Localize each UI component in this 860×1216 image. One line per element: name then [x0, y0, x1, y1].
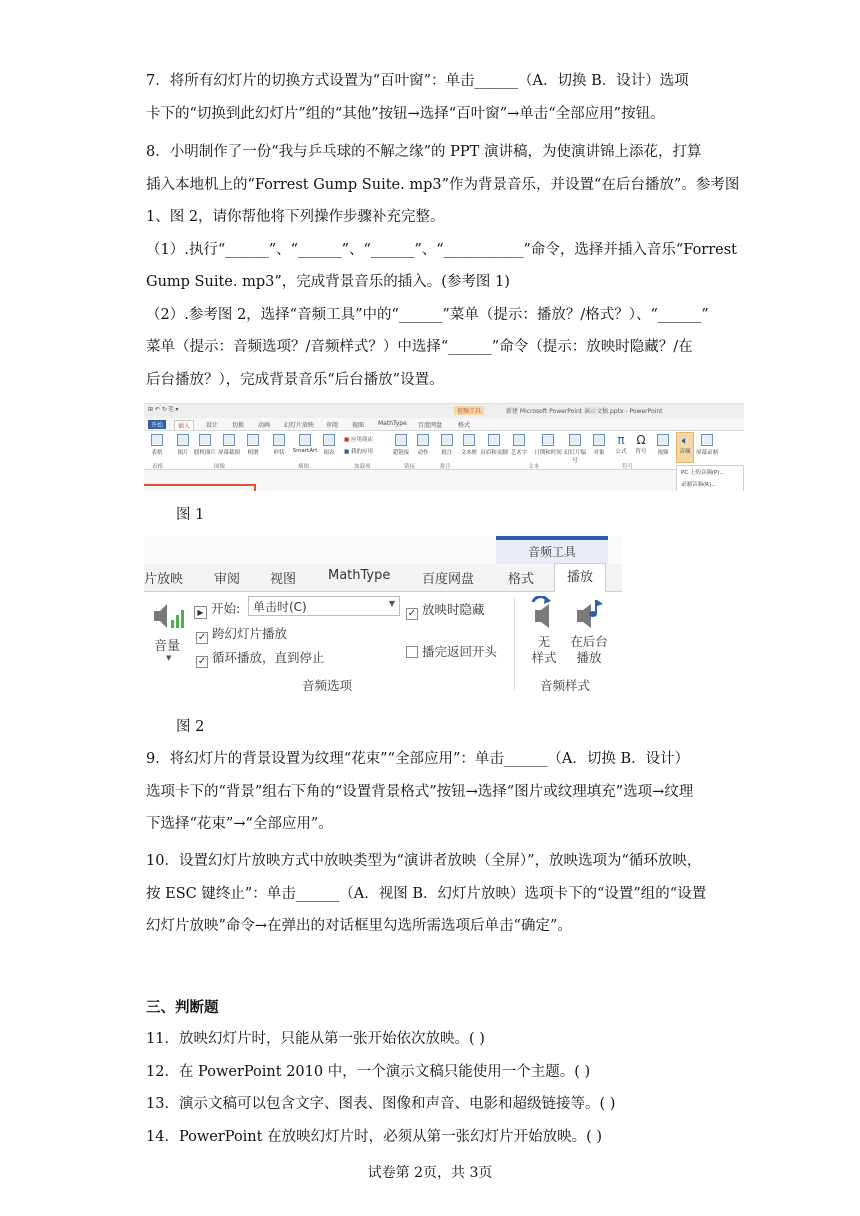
rewind-label: 播完返回开头: [422, 644, 498, 659]
fig1-tab-animations[interactable]: 动画: [258, 422, 271, 429]
slide-number-icon: [569, 434, 581, 446]
fig1-tool-shapes[interactable]: 形状: [268, 434, 290, 456]
fig1-tab-review[interactable]: 审阅: [326, 422, 339, 429]
dropdown-pc-audio[interactable]: PC 上的音频(P)...: [681, 470, 725, 476]
question-8: [146, 136, 740, 396]
question-10-line-2: 按 ESC 键终止”：单击______（A．视图 B．幻灯片放映）选项卡下的“设置”组的“设置: [146, 885, 707, 902]
dropdown-record-audio[interactable]: 录制音频(R)...: [681, 482, 717, 488]
fig1-tab-baidu[interactable]: 百度网盘: [418, 422, 443, 429]
volume-label[interactable]: 音量: [154, 639, 181, 654]
group-divider: [514, 598, 515, 690]
question-9-line-3: 下选择“花束”→“全部应用”。: [146, 816, 333, 832]
pi-icon: π: [617, 433, 625, 447]
fig1-group-images: 图像: [214, 464, 226, 470]
wordart-icon: [513, 434, 525, 446]
style-none-line-1: 无: [537, 634, 551, 649]
question-8-line-4: （1）.执行“______”、“______”、“______”、“___________”命令，选择并插入音乐“Forrest: [146, 241, 738, 258]
fig1-group-symbols: 符号: [622, 464, 634, 470]
question-9: [146, 743, 720, 841]
start-select[interactable]: [248, 596, 400, 616]
cross-slides-label: 跨幻灯片播放: [212, 626, 288, 641]
chart-icon: [323, 434, 335, 446]
fig1-tool-slide-number[interactable]: 幻灯片编号: [562, 434, 588, 464]
style-none-button[interactable]: [522, 596, 566, 666]
hide-checkbox[interactable]: [406, 600, 485, 620]
question-8-line-3: 1、图 2，请你帮他将下列操作步骤补充完整。: [146, 209, 445, 225]
fig2-tab-slideshow[interactable]: 片放映: [144, 572, 184, 587]
fig1-group-labels: [144, 462, 744, 472]
fig1-tab-row: [144, 418, 744, 430]
fig2-tab-mathtype[interactable]: MathType: [328, 568, 391, 583]
figure-1-caption: 图 1: [176, 507, 205, 523]
figure-2-playback-ribbon: [144, 536, 622, 694]
fig1-tab-slideshow[interactable]: 幻灯片放映: [284, 422, 315, 429]
smartart-icon: [299, 434, 311, 446]
question-9-line-2: 选项卡下的“背景”组右下角的“设置背景格式”按钮→选择“图片或纹理填充”选项→纹理: [146, 783, 694, 800]
fig1-tool-hyperlink[interactable]: 超链接: [390, 434, 412, 456]
fig1-tab-view[interactable]: 视图: [352, 422, 365, 429]
fig1-tab-home[interactable]: 开始: [148, 420, 166, 429]
play-in-background-button[interactable]: [566, 596, 612, 666]
checkbox-checked-icon: ✓: [197, 632, 207, 643]
start-option: [194, 599, 240, 619]
group-audio-options: 音频选项: [302, 678, 353, 693]
fig1-group-links: 链接: [404, 464, 416, 470]
question-12: 12．在 PowerPoint 2010 中，一个演示文稿只能使用一个主题。( ): [146, 1063, 591, 1080]
fig1-tab-mathtype[interactable]: MathType: [378, 420, 407, 427]
question-10-line-3: 幻灯片放映”命令→在弹出的对话框里勾选所需选项后单击“确定”。: [146, 918, 572, 934]
omega-icon: Ω: [636, 433, 646, 447]
fig2-tab-baidu[interactable]: 百度网盘: [422, 572, 475, 587]
fig1-tool-action[interactable]: 动作: [412, 434, 434, 456]
fig1-tool-chart[interactable]: 图表: [318, 434, 340, 456]
background-line-2: 播放: [576, 650, 602, 665]
fig1-tool-video[interactable]: 视频: [652, 434, 674, 456]
style-none-line-2: 样式: [531, 650, 557, 665]
group-audio-styles: 音频样式: [540, 678, 591, 693]
fig1-tool-textbox[interactable]: 文本框: [458, 434, 480, 456]
loop-checkbox[interactable]: [196, 648, 325, 668]
calendar-icon: [542, 434, 554, 446]
volume-icon[interactable]: [152, 600, 186, 632]
video-icon: [657, 434, 669, 446]
fig1-slide-edge: [144, 484, 256, 491]
fig2-tab-row: [144, 564, 622, 592]
loop-label: 循环播放，直到停止: [212, 650, 325, 665]
album-icon: [247, 434, 259, 446]
header-footer-icon: [488, 434, 500, 446]
question-7-line-1: 7．将所有幻灯片的切换方式设置为“百叶窗”：单击______（A．切换 B．设计）选项: [146, 73, 689, 89]
question-8-line-7: 菜单（提示：音频选项？/音频样式？）中选择“______”命令（提示：放映时隐藏？/在: [146, 339, 693, 355]
textbox-icon: [463, 434, 475, 446]
fig1-tab-design[interactable]: 设计: [206, 422, 219, 429]
rewind-checkbox[interactable]: [406, 642, 497, 660]
question-13: 13．演示文稿可以包含文字、图表、图像和声音、电影和超级链接等。( ): [146, 1096, 616, 1112]
section-3-items: [146, 1023, 720, 1153]
fig1-tool-symbol[interactable]: Ω 符号: [630, 434, 652, 455]
question-8-line-5: Gump Suite. mp3”，完成背景音乐的插入。(参考图 1): [146, 274, 510, 290]
fig1-group-text: 文本: [528, 464, 540, 470]
screen-record-icon: [701, 434, 713, 446]
table-icon: [151, 434, 163, 446]
fig1-tab-transitions[interactable]: 切换: [232, 422, 245, 429]
background-play-icon: [574, 596, 604, 630]
fig1-tab-format[interactable]: 格式: [458, 422, 471, 429]
fig1-tool-table[interactable]: 表格: [146, 434, 168, 456]
fig1-tool-screenshot[interactable]: 屏幕截图: [218, 434, 240, 456]
fig1-tool-audio[interactable]: 🔈︎ 音频: [674, 434, 696, 455]
fig1-audio-dropdown: [676, 465, 744, 491]
question-8-line-8: 后台播放？），完成背景音乐“后台播放”设置。: [146, 371, 444, 388]
quick-access-icons: ⊞ ↶ ↻ ⎘ ▾: [148, 406, 179, 413]
start-icon: ▶: [194, 606, 207, 619]
fig2-tab-view[interactable]: 视图: [270, 572, 297, 587]
fig1-titlebar: [144, 404, 744, 418]
fig1-group-comments: 批注: [440, 464, 452, 470]
checkbox-checked-icon: ✓: [197, 656, 207, 667]
picture-icon: [177, 434, 189, 446]
question-11: 11．放映幻灯片时，只能从第一张开始依次放映。( ): [146, 1031, 485, 1047]
hide-label: 放映时隐藏: [422, 602, 485, 617]
camera-icon: [223, 434, 235, 446]
fig1-tool-online-picture[interactable]: 联机图片: [194, 434, 216, 456]
question-7-line-2: 卡下的“切换到此幻灯片”组的“其他”按钮→选择“百叶窗”→单击“全部应用”按钮。: [146, 105, 665, 122]
speaker-icon: 🔈︎: [681, 434, 689, 447]
fig1-tool-datetime[interactable]: 日期和时间: [534, 434, 562, 456]
fig1-tool-object[interactable]: 对象: [588, 434, 610, 456]
fig1-tool-store[interactable]: ■ 应用商店: [344, 437, 373, 443]
apps-icon: ■: [344, 449, 350, 455]
checkbox-unchecked-icon: [406, 646, 418, 658]
chevron-down-icon: ▼: [388, 599, 395, 608]
fig2-tab-format[interactable]: 格式: [508, 572, 535, 587]
question-10-line-1: 10．设置幻灯片放映方式中放映类型为“演讲者放映（全屏）”，放映选项为“循环放映，: [146, 853, 702, 869]
question-9-line-1: 9．将幻灯片的背景设置为纹理“花束”“全部应用”：单击______（A．切换 B．设计）: [146, 751, 690, 767]
page-footer: 试卷第 2页，共 3页: [367, 1165, 493, 1181]
question-7: [146, 65, 720, 130]
background-line-1: 在后台: [570, 634, 608, 649]
fig1-context-tab: 视频工具: [454, 406, 484, 415]
star-icon: [417, 434, 429, 446]
question-8-line-1: 8．小明制作了一份“我与乒乓球的不解之缘”的 PPT 演讲稿，为使演讲锦上添花，打算: [146, 144, 702, 160]
question-8-line-2: 插入本地机上的“Forrest Gump Suite. mp3”作为背景音乐，并设置“在后台播放”。参考图: [146, 176, 740, 193]
question-14: 14．PowerPoint 在放映幻灯片时，必须从第一张幻灯片开始放映。( ): [146, 1128, 603, 1145]
start-select-value: 单击时(C): [253, 600, 307, 614]
cross-slides-checkbox[interactable]: [196, 624, 287, 644]
shapes-icon: [273, 434, 285, 446]
figure-2-caption: 图 2: [176, 719, 205, 735]
store-icon: ■: [344, 437, 350, 443]
fig2-ribbon-body: [144, 592, 622, 694]
fig1-tool-album[interactable]: 相册: [242, 434, 264, 456]
fig2-tab-review[interactable]: 审阅: [214, 572, 241, 587]
volume-dropdown-icon[interactable]: ▼: [166, 654, 172, 662]
question-10: [146, 845, 720, 943]
online-picture-icon: [199, 434, 211, 446]
fig1-tab-insert[interactable]: 插入: [174, 420, 194, 430]
globe-icon: [395, 434, 407, 446]
question-8-line-6: （2）.参考图 2，选择“音频工具”中的“______”菜单（提示：播放？/格式？）、“______”: [146, 306, 709, 323]
fig1-tool-equation[interactable]: π 公式: [610, 434, 632, 455]
fig1-tool-picture[interactable]: 图片: [172, 434, 194, 456]
fig1-tool-smartart[interactable]: SmartArt: [292, 434, 318, 454]
fig1-tool-my-apps[interactable]: ■ 我的应用: [344, 449, 373, 455]
figure-1-insert-ribbon: [144, 403, 744, 491]
start-label: 开始:: [211, 601, 241, 616]
fig1-group-illustrations: 插图: [298, 464, 310, 470]
fig1-window-title: 新建 Microsoft PowerPoint 演示文稿.pptx - PowerPoint: [506, 408, 663, 415]
fig2-tab-playback[interactable]: 播放: [554, 563, 606, 593]
no-style-icon: [529, 596, 559, 630]
fig1-tool-header-footer[interactable]: 页眉和页脚: [480, 434, 508, 456]
fig2-context-tab: 音频工具: [496, 536, 608, 564]
comment-icon: [441, 434, 453, 446]
fig1-group-addins: 加载项: [354, 464, 371, 470]
fig1-tool-comment[interactable]: 批注: [436, 434, 458, 456]
fig1-group-table: 表格: [152, 464, 164, 470]
fig1-tool-wordart[interactable]: 艺术字: [508, 434, 530, 456]
section-3-title: 三、判断题: [146, 999, 219, 1016]
fig1-tool-screen-record[interactable]: 屏幕录制: [696, 434, 718, 456]
object-icon: [593, 434, 605, 446]
checkbox-checked-icon: ✓: [407, 608, 417, 619]
